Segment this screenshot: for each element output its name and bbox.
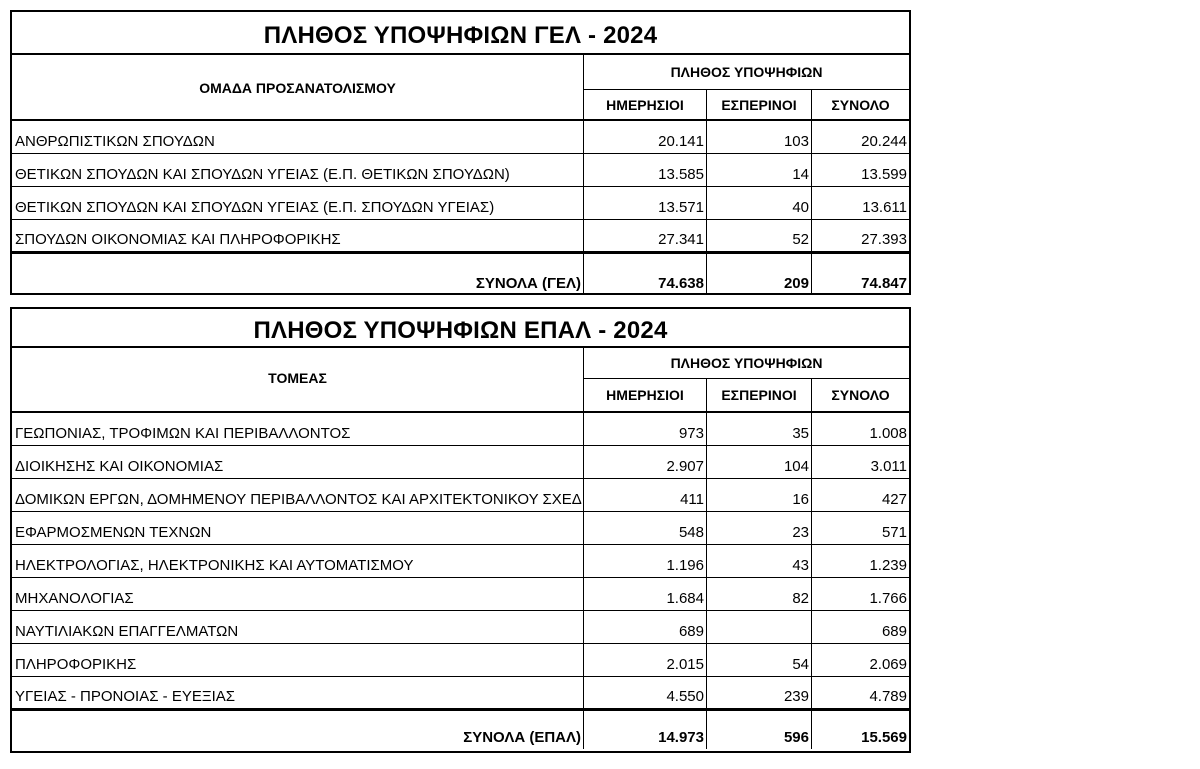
total-evening: 209 (707, 254, 812, 295)
cell-evening: 104 (707, 446, 812, 478)
cell-evening: 54 (707, 644, 812, 676)
cell-day: 2.015 (584, 644, 707, 676)
epal-column-headers (584, 379, 909, 413)
cell-evening: 23 (707, 512, 812, 544)
gel-group-header: ΟΜΑΔΑ ΠΡΟΣΑΝΑΤΟΛΙΣΜΟΥ (12, 55, 584, 121)
row-label: ΘΕΤΙΚΩΝ ΣΠΟΥΔΩΝ ΚΑΙ ΣΠΟΥΔΩΝ ΥΓΕΙΑΣ (Ε.Π. ΘΕΤΙΚΩΝ ΣΠΟΥΔΩΝ) (12, 154, 584, 186)
cell-evening: 239 (707, 677, 812, 708)
cell-evening (707, 611, 812, 643)
gel-column-headers (584, 90, 909, 121)
cell-evening: 43 (707, 545, 812, 577)
cell-total: 20.244 (861, 133, 907, 150)
cell-day: 4.550 (584, 677, 707, 708)
epal-super-header: ΠΛΗΘΟΣ ΥΠΟΨΗΦΙΩΝ (584, 348, 909, 379)
gel-col-evening: ΕΣΠΕΡΙΝΟΙ (707, 90, 812, 119)
cell-total: 3.011 (870, 458, 907, 475)
total-evening: 596 (707, 711, 812, 749)
row-label: ΓΕΩΠΟΝΙΑΣ, ΤΡΟΦΙΜΩΝ ΚΑΙ ΠΕΡΙΒΑΛΛΟΝΤΟΣ (12, 413, 584, 445)
row-label: ΥΓΕΙΑΣ - ΠΡΟΝΟΙΑΣ - ΕΥΕΞΙΑΣ (12, 677, 584, 708)
cell-day: 20.141 (584, 121, 707, 153)
cell-total: 13.611 (862, 199, 907, 216)
cell-evening: 16 (707, 479, 812, 511)
epal-rows (12, 413, 909, 749)
cell-day: 689 (584, 611, 707, 643)
table-row (12, 545, 909, 578)
cell-day: 1.684 (584, 578, 707, 610)
table-row (12, 611, 909, 644)
table-row (12, 479, 909, 512)
cell-total: 1.766 (869, 590, 907, 607)
cell-total: 427 (881, 491, 907, 508)
total-day: 14.973 (584, 711, 707, 749)
row-label: ΔΟΜΙΚΩΝ ΕΡΓΩΝ, ΔΟΜΗΜΕΝΟΥ ΠΕΡΙΒΑΛΛΟΝΤΟΣ ΚΑΙ ΑΡΧΙΤΕΚΤΟΝΙΚΟΥ ΣΧΕΔ (12, 479, 584, 511)
epal-group-header: ΤΟΜΕΑΣ (12, 348, 584, 413)
total-day: 74.638 (584, 254, 707, 295)
row-label: ΗΛΕΚΤΡΟΛΟΓΙΑΣ, ΗΛΕΚΤΡΟΝΙΚΗΣ ΚΑΙ ΑΥΤΟΜΑΤΙΣΜΟΥ (12, 545, 584, 577)
table-row (12, 187, 909, 220)
table-row (12, 220, 909, 252)
cell-total: 571 (881, 524, 907, 541)
row-label: ΝΑΥΤΙΛΙΑΚΩΝ ΕΠΑΓΓΕΛΜΑΤΩΝ (12, 611, 584, 643)
row-label: ΕΦΑΡΜΟΣΜΕΝΩΝ ΤΕΧΝΩΝ (12, 512, 584, 544)
gel-table (10, 10, 911, 295)
cell-evening: 14 (707, 154, 812, 186)
row-label: ΜΗΧΑΝΟΛΟΓΙΑΣ (12, 578, 584, 610)
cell-day: 13.585 (584, 154, 707, 186)
cell-total: 1.008 (869, 425, 907, 442)
gel-table-title: ΠΛΗΘΟΣ ΥΠΟΨΗΦΙΩΝ ΓΕΛ - 2024 (12, 12, 909, 55)
cell-evening: 52 (707, 220, 812, 251)
row-label: ΑΝΘΡΩΠΙΣΤΙΚΩΝ ΣΠΟΥΔΩΝ (12, 121, 584, 153)
cell-total: 27.393 (861, 231, 907, 248)
gel-col-total: ΣΥΝΟΛΟ (831, 96, 890, 113)
cell-day: 27.341 (584, 220, 707, 251)
cell-total: 13.599 (861, 166, 907, 183)
cell-day: 2.907 (584, 446, 707, 478)
epal-table-title: ΠΛΗΘΟΣ ΥΠΟΨΗΦΙΩΝ ΕΠΑΛ - 2024 (12, 309, 909, 348)
cell-day: 973 (584, 413, 707, 445)
table-row (12, 121, 909, 154)
cell-evening: 40 (707, 187, 812, 219)
table-row (12, 578, 909, 611)
row-label: ΠΛΗΡΟΦΟΡΙΚΗΣ (12, 644, 584, 676)
table-row (12, 677, 909, 709)
epal-col-evening: ΕΣΠΕΡΙΝΟΙ (707, 379, 812, 411)
row-label: ΘΕΤΙΚΩΝ ΣΠΟΥΔΩΝ ΚΑΙ ΣΠΟΥΔΩΝ ΥΓΕΙΑΣ (Ε.Π. ΣΠΟΥΔΩΝ ΥΓΕΙΑΣ) (12, 187, 584, 219)
cell-total: 2.069 (869, 656, 907, 673)
totals-label: ΣΥΝΟΛΑ (ΓΕΛ) (12, 254, 584, 295)
cell-total: 1.239 (869, 557, 907, 574)
total-total: 15.569 (861, 729, 907, 746)
gel-super-header: ΠΛΗΘΟΣ ΥΠΟΨΗΦΙΩΝ (584, 55, 909, 90)
cell-day: 411 (584, 479, 707, 511)
epal-col-day: ΗΜΕΡΗΣΙΟΙ (584, 379, 707, 411)
totals-row (12, 709, 909, 749)
epal-table (10, 307, 911, 753)
table-row (12, 512, 909, 545)
row-label: ΣΠΟΥΔΩΝ ΟΙΚΟΝΟΜΙΑΣ ΚΑΙ ΠΛΗΡΟΦΟΡΙΚΗΣ (12, 220, 584, 251)
table-row (12, 154, 909, 187)
totals-label: ΣΥΝΟΛΑ (ΕΠΑΛ) (12, 711, 584, 749)
cell-evening: 82 (707, 578, 812, 610)
gel-col-day: ΗΜΕΡΗΣΙΟΙ (584, 90, 707, 119)
cell-evening: 103 (707, 121, 812, 153)
row-label: ΔΙΟΙΚΗΣΗΣ ΚΑΙ ΟΙΚΟΝΟΜΙΑΣ (12, 446, 584, 478)
table-row (12, 644, 909, 677)
gel-rows (12, 121, 909, 295)
table-row (12, 446, 909, 479)
cell-evening: 35 (707, 413, 812, 445)
cell-day: 13.571 (584, 187, 707, 219)
table-row (12, 413, 909, 446)
cell-day: 548 (584, 512, 707, 544)
totals-row (12, 252, 909, 295)
total-total: 74.847 (861, 275, 907, 292)
epal-col-total: ΣΥΝΟΛΟ (831, 387, 890, 403)
cell-total: 689 (881, 623, 907, 640)
cell-day: 1.196 (584, 545, 707, 577)
cell-total: 4.789 (869, 688, 907, 705)
